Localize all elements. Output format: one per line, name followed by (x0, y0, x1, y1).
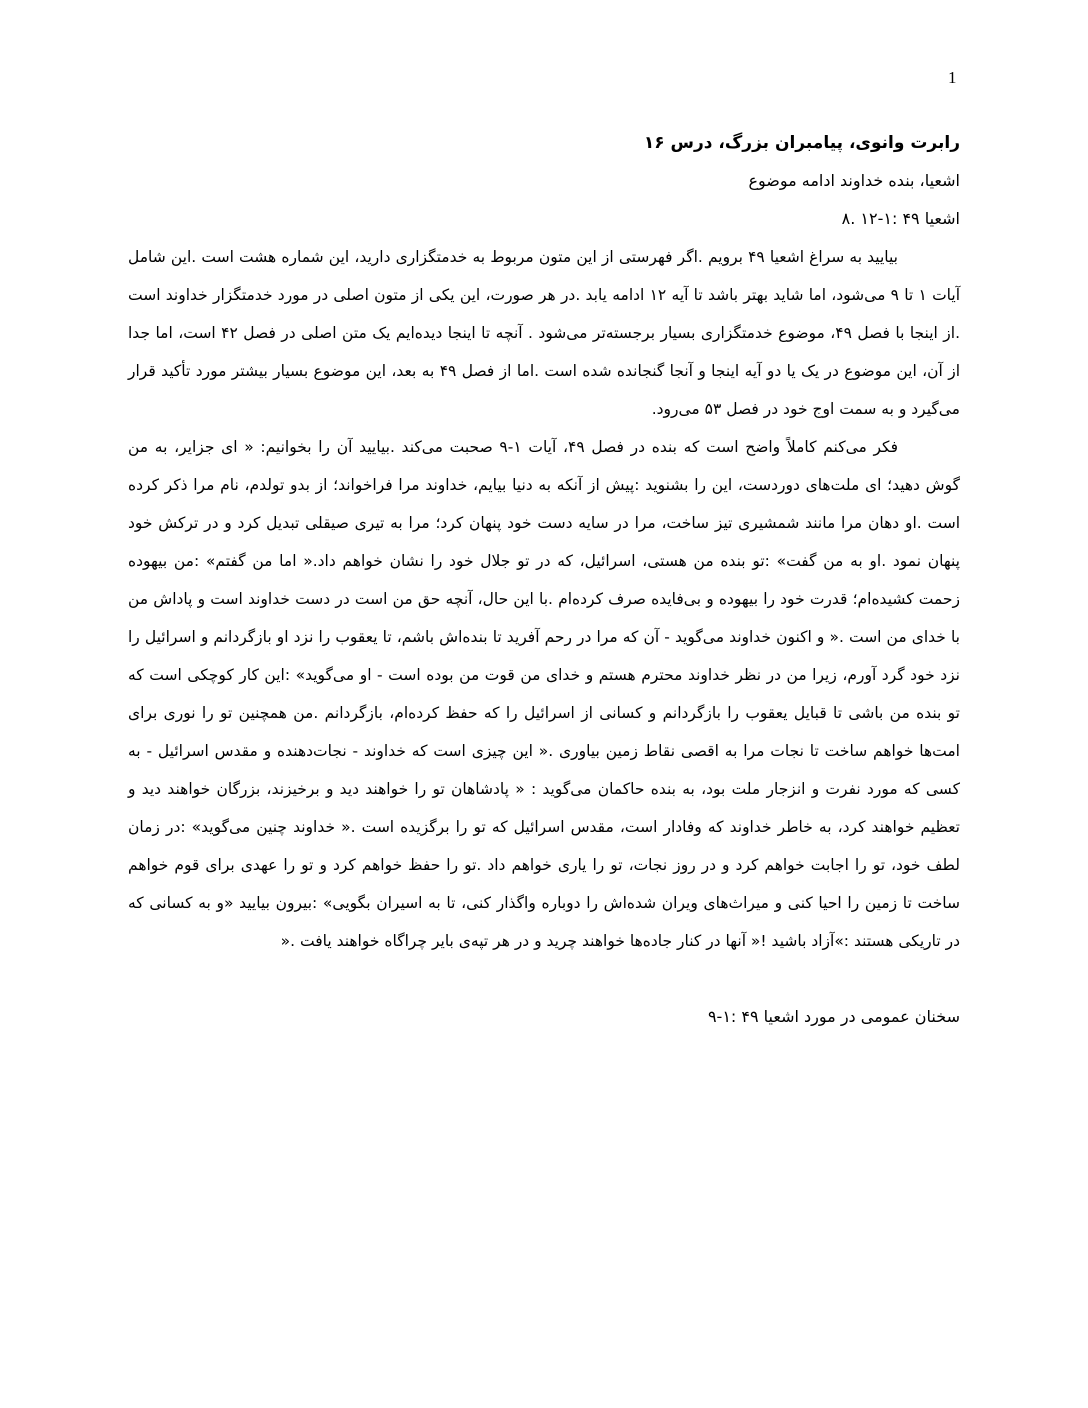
page-number: 1 (948, 68, 957, 87)
lesson-subtitle: اشعیا، بنده خداوند ادامه موضوع (748, 171, 960, 190)
section-heading: سخنان عمومی در مورد اشعیا ۴۹ :۱-۹ (707, 1007, 960, 1026)
paragraph-introduction: بیایید به سراغ اشعیا ۴۹ برویم .اگر فهرستی از این متون مربوط به خدمتگزاری دارید، این شماره هشت است .این شامل آیات ۱ تا ۹ می‌شود، اما شاید بهتر باشد تا آیه ۱۲ ادامه یابد .در هر صورت، این یکی از متون اصلی در مورد خدمتگزار خداوند است .از اینجا با فصل ۴۹، موضوع خدمتگزاری بسیار برجسته‌تر می‌شود . آنچه تا اینجا دیده‌ایم یک متن اصلی در فصل ۴۲ است، اما جدا از آن، این موضوع در یک یا دو آیه اینجا و آنجا گنجانده شده است .اما از فصل ۴۹ به بعد، این موضوع بسیار بیشتر مورد تأکید قرار می‌گیرد و به سمت اوج خود در فصل ۵۳ می‌رود. (128, 248, 961, 418)
lesson-title: رابرت وانوی، پیامبران بزرگ، درس ۱۶ (643, 133, 960, 153)
scripture-reference: اشعیا ۴۹ :۱-۱۲ .۸ (841, 209, 960, 228)
document-body (128, 124, 960, 1036)
paragraph-scripture-reading: فکر می‌کنم کاملاً واضح است که بنده در فصل ۴۹، آیات ۱-۹ صحبت می‌کند .بیایید آن را بخوانیم: « ای جزایر، به من گوش دهید؛ ای ملت‌های دوردست، این را بشنوید :پیش از آنکه به دنیا بیایم، خداوند مرا فراخواند؛ از بدو تولدم، نام مرا ذکر کرده است .او دهان مرا مانند شمشیری تیز ساخت، مرا در سایه دست خود پنهان کرد؛ مرا به تیری صیقلی تبدیل کرد و در ترکش خود پنهان نمود .او به من گفت» :تو بنده من هستی، اسرائیل، که در تو جلال خود را نشان خواهم داد.« اما من گفتم» :من بیهوده زحمت کشیده‌ام؛ قدرت خود را بیهوده و بی‌فایده صرف کرده‌ام .با این حال، آنچه حق من است در دست خداوند است و پاداش من با خدای من است .« و اکنون خداوند می‌گوید - آن که مرا در رحم آفرید تا بنده‌اش باشم، تا یعقوب را نزد او بازگردانم و اسرائیل را نزد خود گرد آورم، زیرا من در نظر خداوند محترم هستم و خدای من قوت من بوده است - او می‌گوید» :این کار کوچکی است که تو بنده من باشی تا قبایل یعقوب را بازگردانم و کسانی از اسرائیل را که حفظ کرده‌ام، بازگردانم .من همچنین تو را نوری برای امت‌ها خواهم ساخت تا نجات مرا به اقصی نقاط زمین بیاوری .« این چیزی است که خداوند - نجات‌دهنده و مقدس اسرائیل - به کسی که مورد نفرت و انزجار ملت بود، به بنده حاکمان می‌گوید : « پادشاهان تو را خواهند دید و برخیزند، بزرگان خواهند دید و تعظیم خواهند کرد، به خاطر خداوند که وفادار است، مقدس اسرائیل که تو را برگزیده است .« خداوند چنین می‌گوید» :در زمان لطف خود، تو را اجابت خواهم کرد و در روز نجات، تو را یاری خواهم داد .تو را حفظ خواهم کرد و تو را عهدی برای قوم خواهم ساخت تا زمین را احیا کنی و میراث‌های ویران شده‌اش را دوباره واگذار کنی، تا به اسیران بگویی» :بیرون بیایید «و به کسانی که در تاریکی هستند :»آزاد باشید !« آنها در کنار جاده‌ها خواهند چرید و در هر تپه‌ی بایر چراگاه خواهند یافت .« (128, 438, 960, 950)
